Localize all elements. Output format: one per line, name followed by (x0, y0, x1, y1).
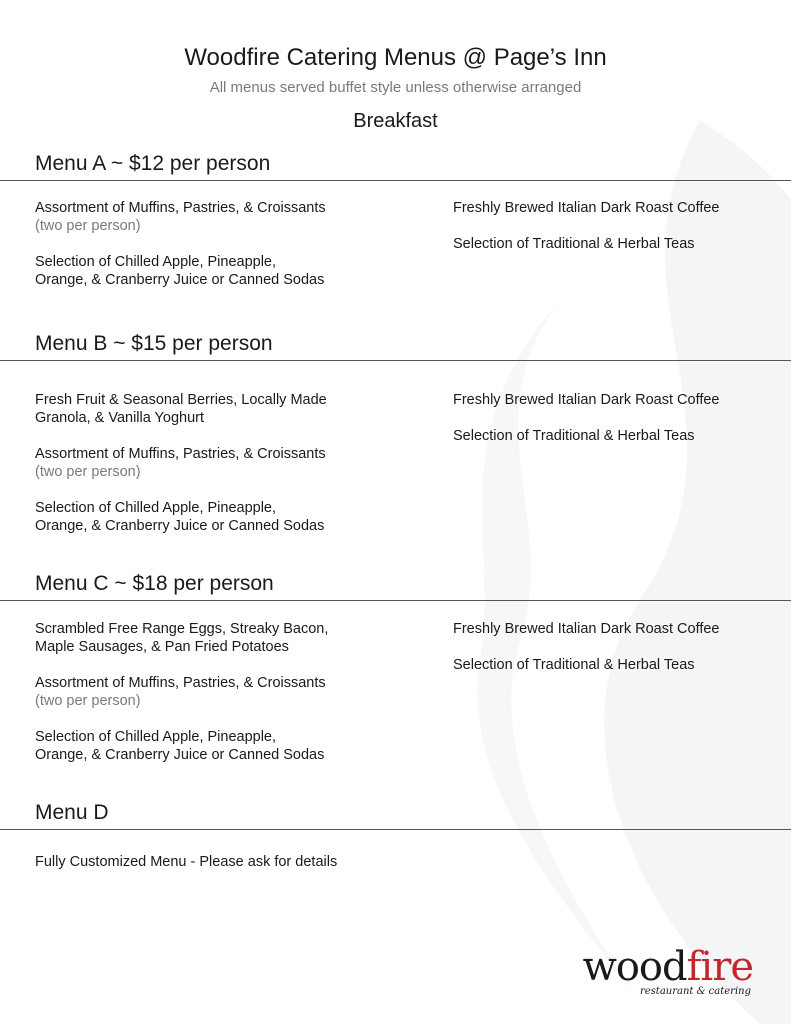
menu-a-divider (0, 180, 791, 181)
menu-b-item-4: Freshly Brewed Italian Dark Roast Coffee (453, 392, 720, 408)
menu-d-item-1: Fully Customized Menu - Please ask for details (35, 854, 338, 870)
item-note: (two per person) (35, 693, 141, 709)
menu-a-item-1 (35, 199, 375, 235)
menu-b-title: Menu B ~ $15 per person (35, 332, 273, 355)
page-title: Woodfire Catering Menus @ Page’s Inn (184, 44, 607, 71)
menu-b-item-3: Selection of Chilled Apple, Pineapple, Orange, & Cranberry Juice or Canned Sodas (35, 500, 325, 534)
item-text: Assortment of Muffins, Pastries, & Croissants (35, 675, 326, 691)
menu-c-divider (0, 600, 791, 601)
logo-word-wood: wood (582, 944, 687, 990)
menu-a-item-2: Selection of Chilled Apple, Pineapple, Orange, & Cranberry Juice or Canned Sodas (35, 254, 325, 288)
menu-c-item-2 (35, 674, 375, 710)
menu-a-item-3: Freshly Brewed Italian Dark Roast Coffee (453, 200, 720, 216)
page-subtitle: All menus served buffet style unless otherwise arranged (209, 79, 582, 96)
menu-a-item-4: Selection of Traditional & Herbal Teas (453, 236, 695, 252)
menu-c-item-4: Freshly Brewed Italian Dark Roast Coffee (453, 621, 720, 637)
item-note: (two per person) (35, 464, 141, 480)
woodfire-logo (553, 944, 753, 1010)
menu-a-title: Menu A ~ $12 per person (35, 152, 271, 175)
item-text: Assortment of Muffins, Pastries, & Croissants (35, 446, 326, 462)
item-text: Assortment of Muffins, Pastries, & Croissants (35, 200, 326, 216)
menu-c-item-1: Scrambled Free Range Eggs, Streaky Bacon, Maple Sausages, & Pan Fried Potatoes (35, 621, 329, 655)
menu-b-item-5: Selection of Traditional & Herbal Teas (453, 428, 695, 444)
item-note: (two per person) (35, 218, 141, 234)
logo-word-fire: fire (686, 944, 753, 990)
menu-c-title: Menu C ~ $18 per person (35, 572, 274, 595)
menu-b-item-2 (35, 445, 375, 481)
menu-b-divider (0, 360, 791, 361)
menu-d-divider (0, 829, 791, 830)
logo-tagline: restaurant & catering (639, 986, 751, 997)
menu-b-item-1: Fresh Fruit & Seasonal Berries, Locally Made Granola, & Vanilla Yoghurt (35, 392, 327, 426)
menu-c-item-5: Selection of Traditional & Herbal Teas (453, 657, 695, 673)
logo-wordmark (583, 944, 753, 990)
menu-d-title: Menu D (35, 801, 109, 824)
menu-c-item-3: Selection of Chilled Apple, Pineapple, Orange, & Cranberry Juice or Canned Sodas (35, 729, 325, 763)
section-heading-breakfast: Breakfast (353, 110, 438, 132)
